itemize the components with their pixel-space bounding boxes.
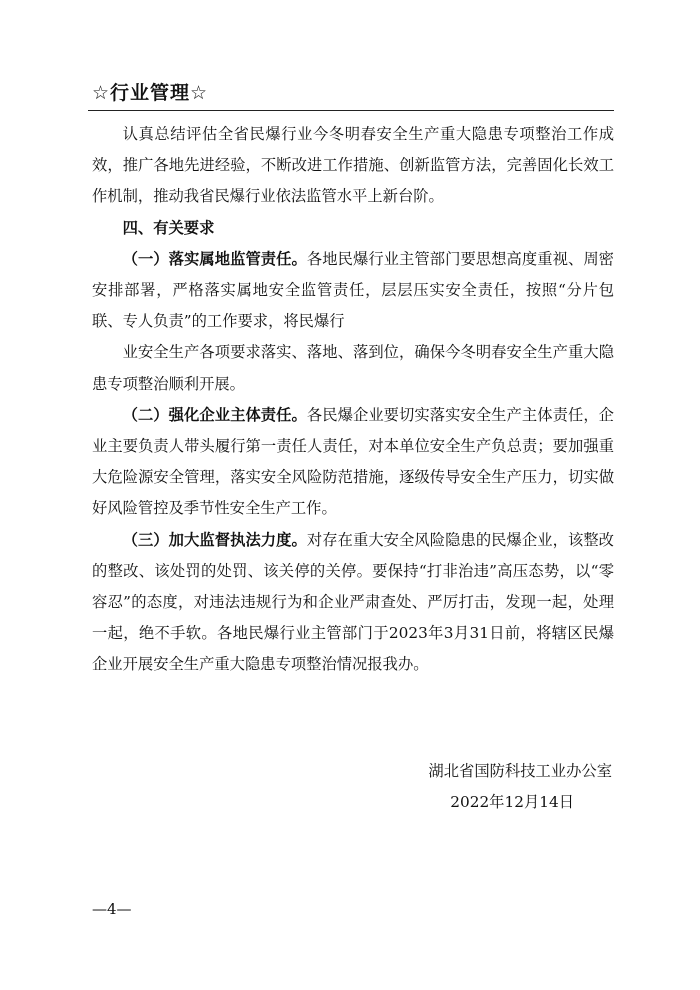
page-number: —4— <box>92 900 132 918</box>
requirement-3-lead: （三）加大监督执法力度。 <box>122 530 307 549</box>
document-body <box>92 119 614 681</box>
header-rule <box>88 110 614 111</box>
requirement-1-text: 各地民爆行业主管部门要思想高度重视、周密安排部署，严格落实属地安全监管责任，层层压实安全责任，按照“分片包联、专人负责”的工作要求，将民爆行 <box>92 249 614 331</box>
requirement-3-paragraph <box>92 525 614 681</box>
summary-paragraph: 认真总结评估全省民爆行业今冬明春安全生产重大隐患专项整治工作成效，推广各地先进经验，不断改进工作措施、创新监管方法，完善固化长效工作机制，推动我省民爆行业依法监管水平上新台阶。 <box>92 125 614 206</box>
issuing-organization: 湖北省国防科技工业办公室 <box>428 762 612 780</box>
requirement-2-paragraph <box>92 400 614 525</box>
running-header: ☆行业管理☆ <box>92 82 209 104</box>
requirement-2-text: 各民爆企业要切实落实安全生产主体责任，企业主要负责人带头履行第一责任人责任，对本单位安全生产负总责；要加强重大危险源安全管理，落实安全风险防范措施，逐级传导安全生产压力，切实做好风险管控及季节性安全生产工作。 <box>92 405 614 518</box>
requirement-1-continuation: 业安全生产各项要求落实、落地、落到位，确保今冬明春安全生产重大隐患专项整治顺利开展。 <box>92 343 614 393</box>
requirement-1-paragraph <box>92 244 614 338</box>
requirement-3-text: 对存在重大安全风险隐患的民爆企业，该整改的整改、该处罚的处罚、该关停的关停。要保持“打非治违”高压态势，以“零容忍”的态度，对违法违规行为和企业严肃查处、严厉打击，发现一起，处理一起，绝不手软。各地民爆行业主管部门于2023年3月31日前，将辖区民爆企业开展安全生产重大隐患专项整治情况报我办。 <box>92 530 614 674</box>
requirement-2-lead: （二）强化企业主体责任。 <box>122 405 307 424</box>
section-heading: 四、有关要求 <box>122 218 215 237</box>
requirement-1-lead: （一）落实属地监管责任。 <box>122 249 307 268</box>
signature-block <box>428 756 612 818</box>
issue-date: 2022年12月14日 <box>450 793 574 811</box>
